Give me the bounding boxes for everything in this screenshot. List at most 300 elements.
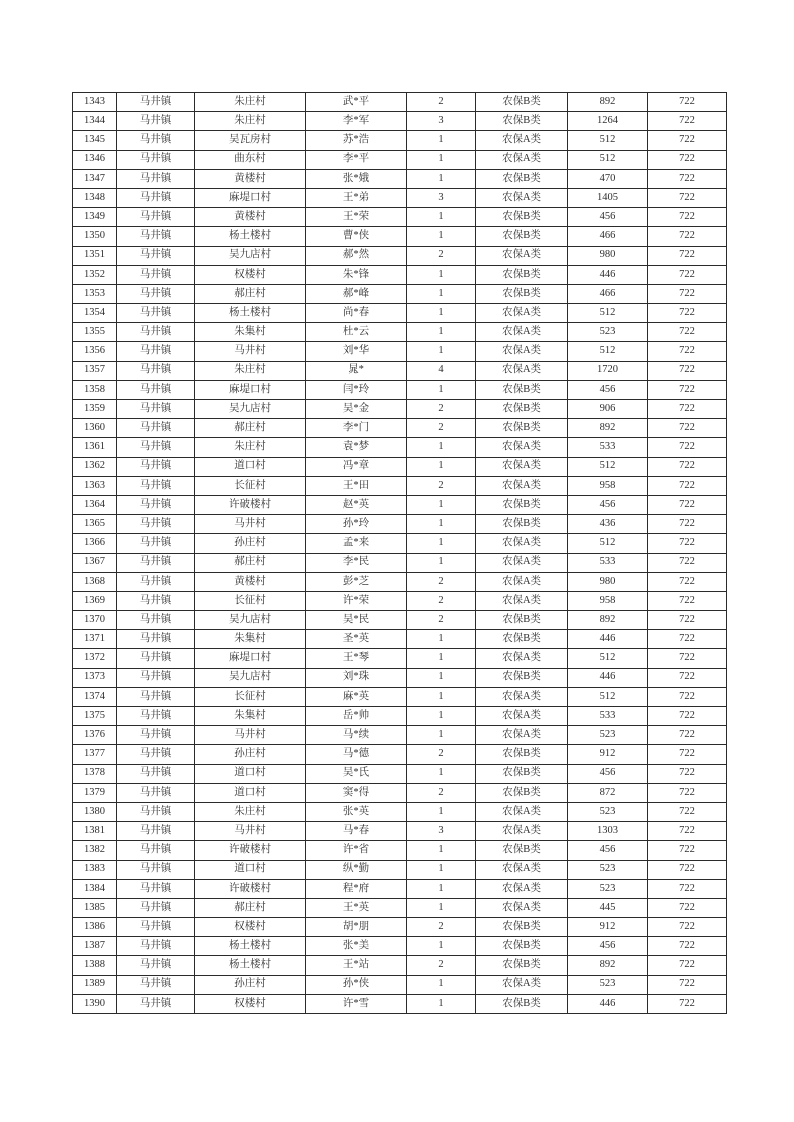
cell-village: 许破楼村 (195, 841, 306, 860)
cell-count: 1 (407, 380, 476, 399)
cell-village: 郝庄村 (195, 898, 306, 917)
cell-count: 1 (407, 457, 476, 476)
cell-name: 曹*侠 (306, 227, 407, 246)
cell-name: 武*平 (306, 93, 407, 112)
cell-town: 马井镇 (117, 400, 195, 419)
cell-standard: 722 (648, 668, 727, 687)
cell-name: 刘*珠 (306, 668, 407, 687)
cell-count: 1 (407, 841, 476, 860)
table-row (73, 994, 727, 1013)
cell-name: 袁*梦 (306, 438, 407, 457)
cell-amount: 892 (568, 956, 648, 975)
cell-category: 农保B类 (476, 515, 568, 534)
cell-name: 麻*英 (306, 687, 407, 706)
cell-index: 1368 (73, 572, 117, 591)
cell-standard: 722 (648, 994, 727, 1013)
cell-village: 朱庄村 (195, 361, 306, 380)
cell-index: 1380 (73, 802, 117, 821)
cell-count: 1 (407, 975, 476, 994)
cell-name: 张*美 (306, 937, 407, 956)
cell-standard: 722 (648, 841, 727, 860)
table-row (73, 879, 727, 898)
cell-town: 马井镇 (117, 841, 195, 860)
cell-amount: 912 (568, 918, 648, 937)
cell-standard: 722 (648, 630, 727, 649)
cell-village: 马井村 (195, 822, 306, 841)
cell-town: 马井镇 (117, 783, 195, 802)
cell-standard: 722 (648, 188, 727, 207)
cell-name: 晁* (306, 361, 407, 380)
cell-town: 马井镇 (117, 975, 195, 994)
cell-name: 李*门 (306, 419, 407, 438)
cell-amount: 1405 (568, 188, 648, 207)
cell-village: 长征村 (195, 591, 306, 610)
cell-count: 2 (407, 246, 476, 265)
cell-index: 1354 (73, 304, 117, 323)
cell-standard: 722 (648, 553, 727, 572)
cell-standard: 722 (648, 457, 727, 476)
table-row (73, 495, 727, 514)
cell-name: 赵*英 (306, 495, 407, 514)
cell-standard: 722 (648, 572, 727, 591)
cell-town: 马井镇 (117, 150, 195, 169)
cell-count: 1 (407, 649, 476, 668)
cell-index: 1358 (73, 380, 117, 399)
table-row (73, 150, 727, 169)
cell-name: 岳*帅 (306, 707, 407, 726)
cell-town: 马井镇 (117, 169, 195, 188)
cell-town: 马井镇 (117, 93, 195, 112)
cell-category: 农保A类 (476, 860, 568, 879)
table-row (73, 937, 727, 956)
cell-name: 马*德 (306, 745, 407, 764)
cell-standard: 722 (648, 534, 727, 553)
cell-village: 许破楼村 (195, 495, 306, 514)
cell-category: 农保B类 (476, 227, 568, 246)
cell-village: 曲东村 (195, 150, 306, 169)
cell-standard: 722 (648, 860, 727, 879)
cell-town: 马井镇 (117, 918, 195, 937)
cell-count: 3 (407, 822, 476, 841)
table-row (73, 419, 727, 438)
cell-standard: 722 (648, 937, 727, 956)
cell-index: 1370 (73, 611, 117, 630)
cell-amount: 466 (568, 284, 648, 303)
table-row (73, 534, 727, 553)
table-row (73, 169, 727, 188)
table-row (73, 380, 727, 399)
cell-town: 马井镇 (117, 304, 195, 323)
cell-index: 1371 (73, 630, 117, 649)
cell-count: 1 (407, 707, 476, 726)
cell-standard: 722 (648, 649, 727, 668)
cell-category: 农保A类 (476, 898, 568, 917)
cell-village: 朱集村 (195, 630, 306, 649)
cell-count: 3 (407, 188, 476, 207)
cell-town: 马井镇 (117, 476, 195, 495)
cell-town: 马井镇 (117, 188, 195, 207)
cell-count: 2 (407, 956, 476, 975)
cell-standard: 722 (648, 975, 727, 994)
cell-standard: 722 (648, 956, 727, 975)
cell-count: 1 (407, 802, 476, 821)
cell-name: 许*荣 (306, 591, 407, 610)
cell-amount: 512 (568, 131, 648, 150)
table-row (73, 611, 727, 630)
cell-village: 长征村 (195, 476, 306, 495)
cell-amount: 533 (568, 438, 648, 457)
cell-standard: 722 (648, 419, 727, 438)
cell-name: 马*续 (306, 726, 407, 745)
table-row (73, 93, 727, 112)
table-row (73, 208, 727, 227)
cell-village: 孙庄村 (195, 975, 306, 994)
table-row (73, 400, 727, 419)
cell-standard: 722 (648, 687, 727, 706)
cell-count: 1 (407, 323, 476, 342)
cell-amount: 512 (568, 457, 648, 476)
table-row (73, 342, 727, 361)
cell-name: 刘*华 (306, 342, 407, 361)
cell-category: 农保A类 (476, 323, 568, 342)
cell-amount: 436 (568, 515, 648, 534)
cell-village: 道口村 (195, 457, 306, 476)
table-row (73, 515, 727, 534)
cell-index: 1366 (73, 534, 117, 553)
cell-village: 孙庄村 (195, 745, 306, 764)
cell-name: 王*弟 (306, 188, 407, 207)
cell-standard: 722 (648, 93, 727, 112)
cell-category: 农保A类 (476, 246, 568, 265)
cell-town: 马井镇 (117, 495, 195, 514)
cell-index: 1373 (73, 668, 117, 687)
cell-index: 1361 (73, 438, 117, 457)
cell-index: 1350 (73, 227, 117, 246)
cell-category: 农保B类 (476, 994, 568, 1013)
cell-standard: 722 (648, 822, 727, 841)
cell-village: 吴瓦房村 (195, 131, 306, 150)
cell-standard: 722 (648, 246, 727, 265)
cell-index: 1362 (73, 457, 117, 476)
cell-count: 1 (407, 208, 476, 227)
cell-name: 许*雪 (306, 994, 407, 1013)
cell-village: 麻堤口村 (195, 188, 306, 207)
cell-category: 农保B类 (476, 745, 568, 764)
cell-index: 1384 (73, 879, 117, 898)
cell-name: 杜*云 (306, 323, 407, 342)
cell-amount: 523 (568, 975, 648, 994)
cell-amount: 523 (568, 323, 648, 342)
cell-category: 农保A类 (476, 591, 568, 610)
cell-town: 马井镇 (117, 457, 195, 476)
cell-category: 农保A类 (476, 131, 568, 150)
cell-count: 1 (407, 937, 476, 956)
cell-village: 道口村 (195, 860, 306, 879)
cell-category: 农保B类 (476, 611, 568, 630)
cell-name: 吴*民 (306, 611, 407, 630)
cell-index: 1386 (73, 918, 117, 937)
cell-town: 马井镇 (117, 515, 195, 534)
cell-name: 郝*峰 (306, 284, 407, 303)
cell-count: 1 (407, 860, 476, 879)
cell-amount: 445 (568, 898, 648, 917)
cell-village: 吴九店村 (195, 611, 306, 630)
cell-amount: 446 (568, 994, 648, 1013)
cell-category: 农保B类 (476, 783, 568, 802)
cell-standard: 722 (648, 169, 727, 188)
cell-name: 许*省 (306, 841, 407, 860)
cell-index: 1352 (73, 265, 117, 284)
cell-name: 王*站 (306, 956, 407, 975)
cell-count: 2 (407, 745, 476, 764)
cell-standard: 722 (648, 150, 727, 169)
cell-count: 2 (407, 419, 476, 438)
cell-category: 农保A类 (476, 707, 568, 726)
cell-category: 农保A类 (476, 534, 568, 553)
cell-index: 1375 (73, 707, 117, 726)
cell-count: 1 (407, 227, 476, 246)
cell-town: 马井镇 (117, 726, 195, 745)
cell-town: 马井镇 (117, 342, 195, 361)
cell-name: 孟*来 (306, 534, 407, 553)
cell-index: 1351 (73, 246, 117, 265)
table-row (73, 227, 727, 246)
cell-name: 冯*章 (306, 457, 407, 476)
table-row (73, 745, 727, 764)
cell-village: 杨土楼村 (195, 227, 306, 246)
table-row (73, 476, 727, 495)
cell-count: 1 (407, 994, 476, 1013)
cell-category: 农保B类 (476, 495, 568, 514)
cell-count: 1 (407, 668, 476, 687)
cell-village: 权楼村 (195, 994, 306, 1013)
cell-town: 马井镇 (117, 707, 195, 726)
cell-count: 2 (407, 783, 476, 802)
cell-amount: 523 (568, 726, 648, 745)
cell-count: 1 (407, 265, 476, 284)
cell-category: 农保A类 (476, 438, 568, 457)
cell-name: 张*英 (306, 802, 407, 821)
cell-village: 吴九店村 (195, 668, 306, 687)
cell-town: 马井镇 (117, 131, 195, 150)
cell-standard: 722 (648, 879, 727, 898)
cell-standard: 722 (648, 323, 727, 342)
cell-count: 2 (407, 476, 476, 495)
cell-name: 纵*勤 (306, 860, 407, 879)
cell-category: 农保B类 (476, 208, 568, 227)
cell-town: 马井镇 (117, 802, 195, 821)
table-row (73, 591, 727, 610)
cell-village: 孙庄村 (195, 534, 306, 553)
benefit-table (72, 92, 727, 1014)
cell-village: 朱庄村 (195, 438, 306, 457)
cell-index: 1377 (73, 745, 117, 764)
cell-name: 窦*得 (306, 783, 407, 802)
cell-index: 1363 (73, 476, 117, 495)
cell-category: 农保B类 (476, 419, 568, 438)
cell-village: 权楼村 (195, 918, 306, 937)
cell-town: 马井镇 (117, 898, 195, 917)
cell-index: 1357 (73, 361, 117, 380)
table-row (73, 668, 727, 687)
cell-index: 1346 (73, 150, 117, 169)
benefit-table-body (73, 93, 727, 1014)
cell-index: 1389 (73, 975, 117, 994)
cell-count: 1 (407, 553, 476, 572)
cell-index: 1364 (73, 495, 117, 514)
cell-village: 吴九店村 (195, 246, 306, 265)
cell-town: 马井镇 (117, 745, 195, 764)
cell-category: 农保B类 (476, 400, 568, 419)
cell-amount: 446 (568, 630, 648, 649)
cell-name: 彭*芝 (306, 572, 407, 591)
cell-name: 李*平 (306, 150, 407, 169)
cell-category: 农保B类 (476, 841, 568, 860)
cell-index: 1381 (73, 822, 117, 841)
cell-village: 马井村 (195, 726, 306, 745)
cell-amount: 912 (568, 745, 648, 764)
cell-category: 农保A类 (476, 457, 568, 476)
table-row (73, 783, 727, 802)
cell-category: 农保A类 (476, 553, 568, 572)
cell-standard: 722 (648, 438, 727, 457)
cell-index: 1382 (73, 841, 117, 860)
cell-category: 农保B类 (476, 764, 568, 783)
cell-index: 1345 (73, 131, 117, 150)
table-row (73, 687, 727, 706)
cell-town: 马井镇 (117, 822, 195, 841)
cell-name: 朱*锋 (306, 265, 407, 284)
cell-town: 马井镇 (117, 879, 195, 898)
cell-category: 农保B类 (476, 169, 568, 188)
cell-index: 1360 (73, 419, 117, 438)
table-row (73, 553, 727, 572)
cell-standard: 722 (648, 726, 727, 745)
cell-standard: 722 (648, 898, 727, 917)
table-row (73, 649, 727, 668)
cell-index: 1356 (73, 342, 117, 361)
cell-amount: 872 (568, 783, 648, 802)
cell-count: 1 (407, 150, 476, 169)
cell-name: 吴*氏 (306, 764, 407, 783)
cell-standard: 722 (648, 918, 727, 937)
cell-amount: 512 (568, 687, 648, 706)
cell-category: 农保A类 (476, 802, 568, 821)
cell-amount: 1264 (568, 112, 648, 131)
cell-count: 1 (407, 726, 476, 745)
cell-standard: 722 (648, 131, 727, 150)
table-row (73, 438, 727, 457)
table-row (73, 822, 727, 841)
cell-village: 朱庄村 (195, 93, 306, 112)
cell-count: 2 (407, 572, 476, 591)
cell-category: 农保B类 (476, 93, 568, 112)
cell-count: 1 (407, 534, 476, 553)
cell-standard: 722 (648, 802, 727, 821)
table-row (73, 323, 727, 342)
cell-amount: 512 (568, 649, 648, 668)
table-row (73, 304, 727, 323)
table-row (73, 246, 727, 265)
cell-amount: 980 (568, 572, 648, 591)
cell-town: 马井镇 (117, 284, 195, 303)
cell-village: 长征村 (195, 687, 306, 706)
cell-standard: 722 (648, 745, 727, 764)
cell-index: 1378 (73, 764, 117, 783)
table-row (73, 284, 727, 303)
cell-category: 农保B类 (476, 956, 568, 975)
cell-category: 农保A类 (476, 726, 568, 745)
cell-standard: 722 (648, 208, 727, 227)
cell-amount: 523 (568, 860, 648, 879)
cell-index: 1385 (73, 898, 117, 917)
cell-name: 苏*浩 (306, 131, 407, 150)
cell-town: 马井镇 (117, 227, 195, 246)
cell-name: 圣*英 (306, 630, 407, 649)
cell-index: 1390 (73, 994, 117, 1013)
cell-town: 马井镇 (117, 956, 195, 975)
cell-index: 1369 (73, 591, 117, 610)
cell-index: 1379 (73, 783, 117, 802)
cell-name: 王*琴 (306, 649, 407, 668)
cell-name: 马*春 (306, 822, 407, 841)
cell-village: 杨土楼村 (195, 956, 306, 975)
cell-category: 农保B类 (476, 630, 568, 649)
cell-count: 1 (407, 284, 476, 303)
cell-town: 马井镇 (117, 649, 195, 668)
cell-village: 黄楼村 (195, 169, 306, 188)
cell-standard: 722 (648, 227, 727, 246)
cell-town: 马井镇 (117, 361, 195, 380)
cell-category: 农保A类 (476, 476, 568, 495)
cell-amount: 1303 (568, 822, 648, 841)
cell-amount: 980 (568, 246, 648, 265)
cell-count: 2 (407, 591, 476, 610)
cell-town: 马井镇 (117, 937, 195, 956)
cell-town: 马井镇 (117, 323, 195, 342)
cell-index: 1343 (73, 93, 117, 112)
cell-village: 黄楼村 (195, 572, 306, 591)
cell-count: 1 (407, 764, 476, 783)
cell-town: 马井镇 (117, 380, 195, 399)
cell-village: 权楼村 (195, 265, 306, 284)
cell-amount: 466 (568, 227, 648, 246)
cell-count: 2 (407, 918, 476, 937)
cell-standard: 722 (648, 112, 727, 131)
cell-name: 胡*朋 (306, 918, 407, 937)
cell-town: 马井镇 (117, 668, 195, 687)
cell-amount: 512 (568, 150, 648, 169)
table-row (73, 918, 727, 937)
cell-village: 马井村 (195, 342, 306, 361)
cell-amount: 456 (568, 380, 648, 399)
cell-amount: 446 (568, 265, 648, 284)
cell-standard: 722 (648, 495, 727, 514)
cell-index: 1388 (73, 956, 117, 975)
table-row (73, 975, 727, 994)
cell-amount: 1720 (568, 361, 648, 380)
table-row (73, 630, 727, 649)
cell-name: 郝*然 (306, 246, 407, 265)
cell-index: 1383 (73, 860, 117, 879)
cell-amount: 512 (568, 342, 648, 361)
cell-town: 马井镇 (117, 265, 195, 284)
cell-town: 马井镇 (117, 994, 195, 1013)
cell-standard: 722 (648, 515, 727, 534)
cell-town: 马井镇 (117, 553, 195, 572)
cell-village: 道口村 (195, 764, 306, 783)
cell-count: 1 (407, 169, 476, 188)
